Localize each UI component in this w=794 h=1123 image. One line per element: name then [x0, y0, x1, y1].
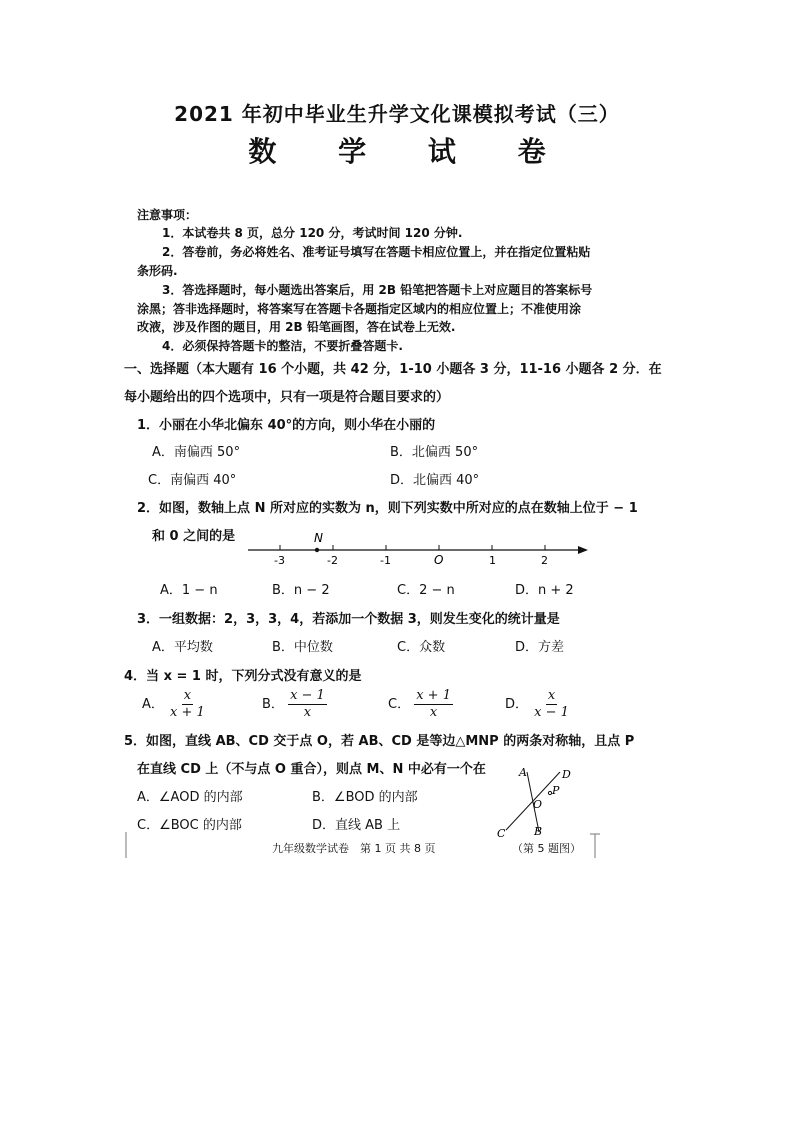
fraction-denominator: x + 1 — [170, 705, 205, 720]
q4-option-a-label: A． — [142, 697, 164, 712]
q3-option-b: B．中位数 — [272, 640, 333, 655]
page-footer: 九年级数学试卷 第 1 页 共 8 页 — [272, 842, 436, 855]
q4-option-c-label: C． — [388, 697, 411, 712]
q1-option-b: B．北偏西 50° — [390, 445, 479, 460]
q4-option-a — [142, 688, 207, 721]
q2-number-line — [240, 528, 600, 570]
q3-option-a: A．平均数 — [152, 640, 213, 655]
q1-stem: 1．小丽在小华北偏东 40°的方向，则小华在小丽的 — [137, 418, 436, 433]
tick-label-neg2: -2 — [327, 554, 338, 567]
exam-title: 2021 年初中毕业生升学文化课模拟考试（三） — [174, 102, 620, 126]
tick-label-1: 1 — [489, 554, 496, 567]
q5-stem-line-1: 5．如图，直线 AB、CD 交于点 O，若 AB、CD 是等边△MNP 的两条对称轴，且点 P — [124, 734, 635, 749]
q5-figure-caption: （第 5 题图） — [512, 842, 581, 855]
label-p: P — [552, 784, 560, 797]
notice-item-1: 1．本试卷共 8 页，总分 120 分，考试时间 120 分钟. — [162, 226, 463, 240]
q1-option-a: A．南偏西 50° — [152, 445, 241, 460]
q4-option-b-fraction — [288, 688, 327, 721]
q4-option-d-fraction — [532, 688, 571, 721]
q5-option-d: D．直线 AB 上 — [312, 818, 401, 833]
fraction-numerator: x − 1 — [290, 688, 325, 703]
q2-option-a: A．1 − n — [160, 583, 218, 598]
tick-label-origin: O — [434, 553, 444, 567]
section-heading-line-2: 每小题给出的四个选项中，只有一项是符合题目要求的） — [124, 390, 450, 405]
q5-stem-line-2: 在直线 CD 上（不与点 O 重合），则点 M、N 中必有一个在 — [137, 762, 486, 777]
q5-figure — [488, 760, 588, 840]
q3-option-d: D．方差 — [515, 640, 565, 655]
q2-option-d: D．n + 2 — [515, 583, 574, 598]
number-line-ticks — [280, 545, 545, 550]
q5-option-a: A．∠AOD 的内部 — [137, 790, 243, 805]
tick-label-neg1: -1 — [380, 554, 391, 567]
fraction-numerator: x — [183, 688, 192, 703]
fraction-numerator: x + 1 — [416, 688, 451, 703]
q2-stem-line-2: 和 0 之间的是 — [152, 529, 236, 544]
notice-heading: 注意事项： — [137, 208, 198, 222]
label-o: O — [533, 798, 543, 811]
number-line-arrow — [578, 546, 588, 554]
crop-mark-right — [588, 832, 602, 858]
fraction-denominator: x — [429, 705, 438, 720]
notice-item-4: 4．必须保持答题卡的整洁，不要折叠答题卡. — [162, 339, 403, 353]
point-n-dot — [315, 548, 319, 552]
q4-option-c — [388, 688, 453, 721]
section-heading-line-1: 一、选择题（本大题有 16 个小题，共 42 分，1-10 小题各 3 分，11-16 小题各 2 分．在 — [124, 362, 662, 377]
fraction-denominator: x — [303, 705, 312, 720]
crop-mark-left — [120, 832, 132, 858]
label-a: A — [519, 766, 527, 779]
notice-item-2-line-1: 2．答卷前，务必将姓名、准考证号填写在答题卡相应位置上，并在指定位置粘贴 — [162, 245, 591, 259]
notice-item-3-line-1: 3．答选择题时，每小题选出答案后，用 2B 铅笔把答题卡上对应题目的答案标号 — [162, 283, 593, 297]
q2-stem-line-1: 2．如图，数轴上点 N 所对应的实数为 n，则下列实数中所对应的点在数轴上位于 − 1 — [137, 501, 638, 516]
label-c: C — [497, 827, 506, 840]
notice-item-3-line-2: 涂黑；答非选择题时，将答案写在答题卡各题指定区域内的相应位置上；不准使用涂 — [137, 302, 582, 316]
q4-option-b-label: B． — [262, 697, 284, 712]
q3-stem: 3．一组数据：2，3，3，4，若添加一个数据 3，则发生变化的统计量是 — [137, 612, 560, 627]
q5-option-c: C．∠BOC 的内部 — [137, 818, 242, 833]
notice-item-2-line-2: 条形码. — [137, 264, 178, 278]
q1-option-d: D．北偏西 40° — [390, 473, 480, 488]
q2-option-b: B．n − 2 — [272, 583, 330, 598]
q4-stem: 4．当 x = 1 时，下列分式没有意义的是 — [124, 669, 362, 684]
fraction-numerator: x — [547, 688, 556, 703]
subject-title: 数 学 试 卷 — [248, 135, 572, 168]
q4-option-a-fraction — [168, 688, 207, 721]
q4-option-d-label: D． — [505, 697, 529, 712]
tick-label-2: 2 — [541, 554, 548, 567]
label-b: B — [534, 825, 543, 838]
q2-option-c: C．2 − n — [397, 583, 455, 598]
q1-option-c: C．南偏西 40° — [148, 473, 237, 488]
q4-option-c-fraction — [414, 688, 453, 721]
q5-option-b: B．∠BOD 的内部 — [312, 790, 418, 805]
notice-item-3-line-3: 改液，涉及作图的题目，用 2B 铅笔画图，答在试卷上无效. — [137, 320, 456, 334]
q4-option-b — [262, 688, 327, 721]
point-n-label: N — [314, 531, 323, 545]
fraction-denominator: x − 1 — [534, 705, 569, 720]
tick-label-neg3: -3 — [274, 554, 285, 567]
q4-option-d — [505, 688, 571, 721]
label-d: D — [562, 768, 571, 781]
q3-option-c: C．众数 — [397, 640, 446, 655]
